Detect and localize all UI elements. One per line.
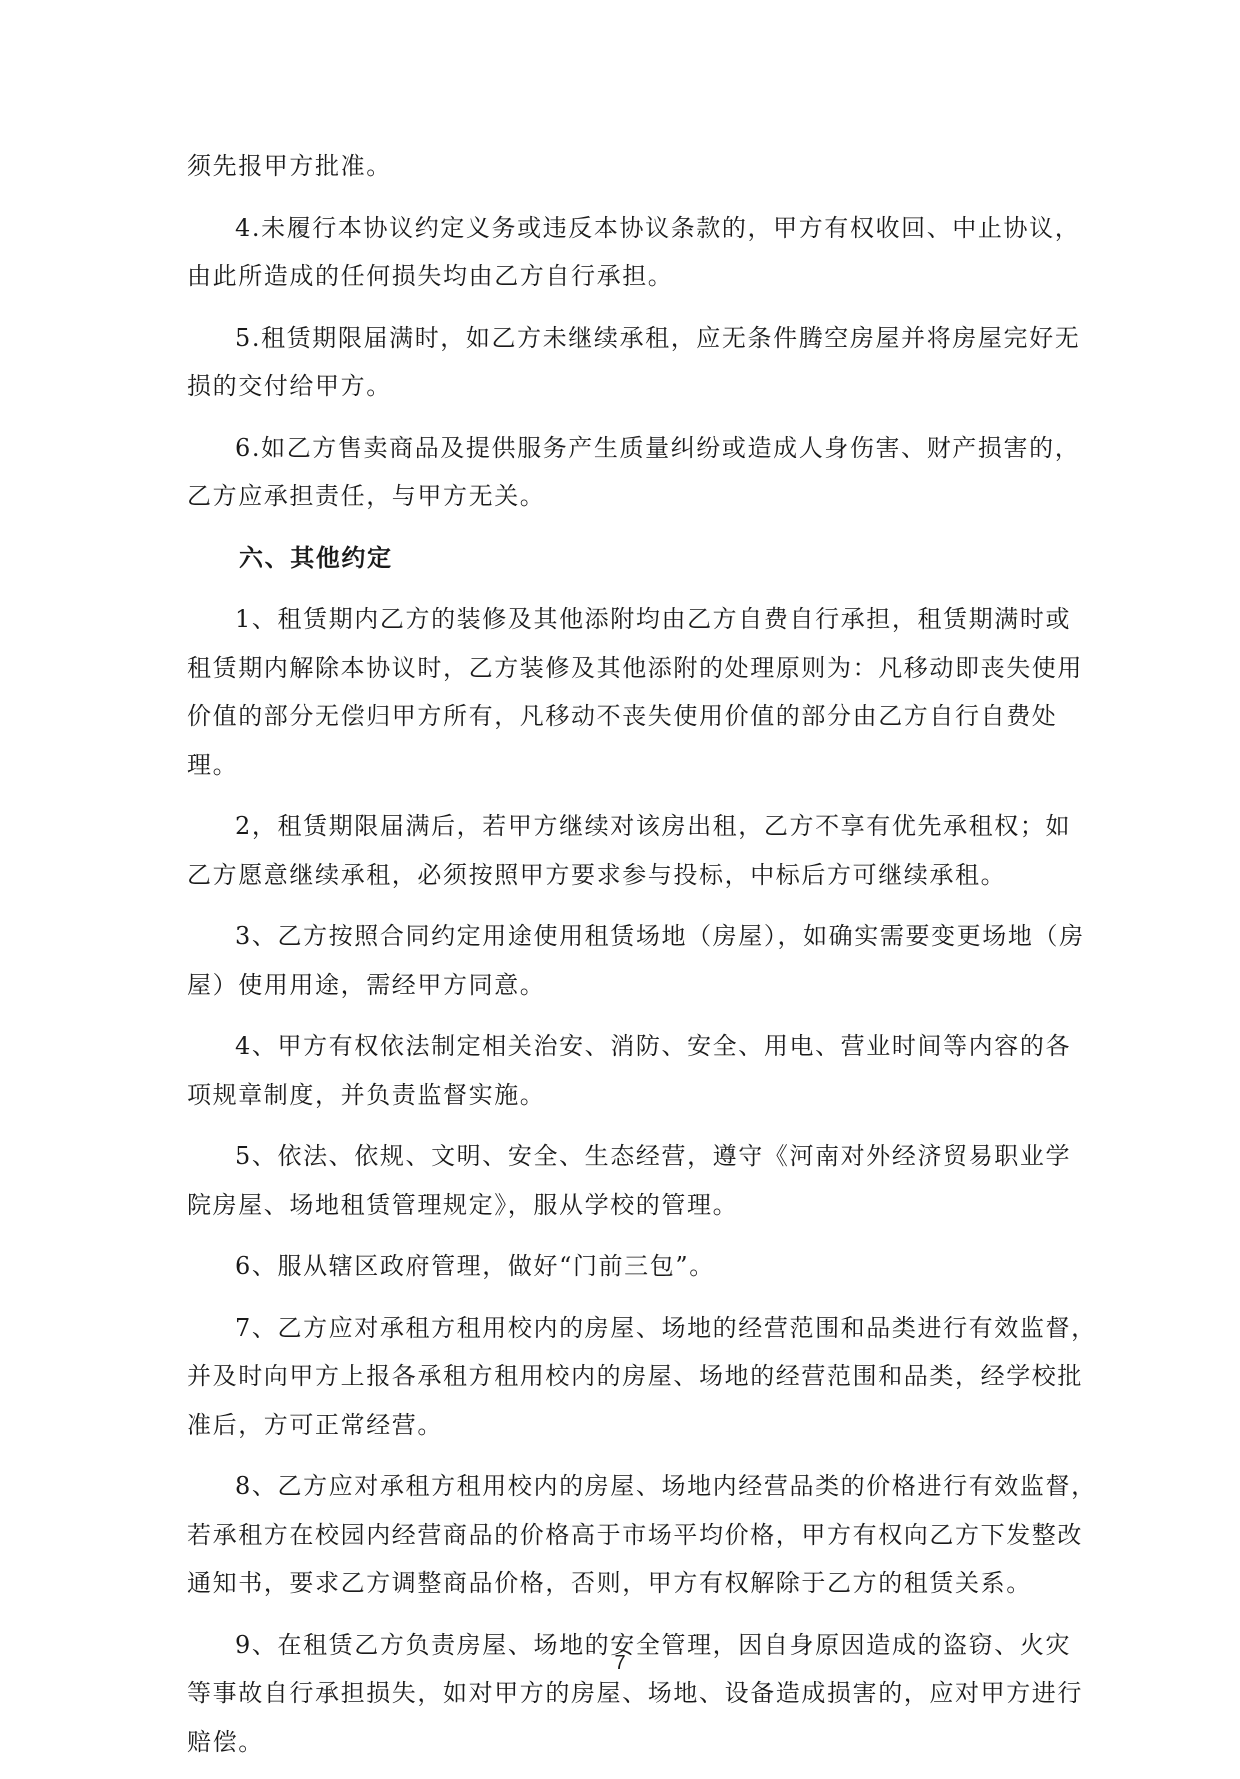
text-line: 9、在租赁乙方负责房屋、场地的安全管理，因自身原因造成的盗窃、火灾	[235, 1630, 1072, 1659]
paragraph	[187, 1132, 1072, 1229]
text-line: 5.租赁期限届满时，如乙方未继续承租，应无条件腾空房屋并将房屋完好无	[235, 323, 1081, 352]
text-line: 1、租赁期内乙方的装修及其他添附均由乙方自费自行承担，租赁期满时或	[235, 605, 1072, 633]
document-body	[187, 142, 1097, 1779]
text-line: 通知书，要求乙方调整商品价格，否则，甲方有权解除于乙方的租赁关系。	[187, 1569, 1032, 1597]
paragraph	[187, 1621, 1083, 1767]
text-line: 并及时向甲方上报各承租方租用校内的房屋、场地的经营范围和品类，经学校批	[187, 1362, 1083, 1390]
paragraph	[187, 314, 1081, 411]
text-line: 4.未履行本协议约定义务或违反本协议条款的，甲方有权收回、中止协议，	[235, 213, 1081, 242]
text-line: 5、依法、依规、文明、安全、生态经营，遵守《河南对外经济贸易职业学	[235, 1142, 1072, 1170]
text-line: 屋）使用用途，需经甲方同意。	[187, 970, 546, 999]
text-line: 价值的部分无偿归甲方所有，凡移动不丧失使用价值的部分由乙方自行自费处	[187, 702, 1058, 730]
text-line: 8、乙方应对承租方租用校内的房屋、场地内经营品类的价格进行有效监督，	[235, 1472, 1097, 1500]
text-line: 租赁期内解除本协议时，乙方装修及其他添附的处理原则为：凡移动即丧失使用	[187, 653, 1083, 682]
text-line: 理。	[187, 750, 239, 779]
paragraph	[187, 424, 1081, 521]
text-line: 乙方愿意继续承租，必须按照甲方要求参与投标，中标后方可继续承租。	[187, 860, 1007, 889]
text-line: 3、乙方按照合同约定用途使用租赁场地（房屋），如确实需要变更场地（房	[235, 922, 1085, 950]
text-line: 等事故自行承担损失，如对甲方的房屋、场地、设备造成损害的，应对甲方进行	[187, 1679, 1083, 1707]
text-line: 7、乙方应对承租方租用校内的房屋、场地的经营范围和品类进行有效监督，	[235, 1313, 1097, 1342]
text-line: 6、服从辖区政府管理，做好“门前三包”。	[235, 1252, 715, 1280]
paragraph	[187, 1022, 1072, 1119]
paragraph	[187, 204, 1081, 301]
text-line: 须先报甲方批准。	[187, 152, 392, 180]
text-line: 6.如乙方售卖商品及提供服务产生质量纠纷或造成人身伤害、财产损害的，	[235, 433, 1081, 462]
paragraph	[187, 1462, 1097, 1608]
paragraph	[187, 912, 1085, 1009]
paragraph	[187, 1304, 1097, 1450]
text-line: 院房屋、场地租赁管理规定》，服从学校的管理。	[187, 1190, 739, 1219]
text-line: 赔偿。	[187, 1727, 264, 1756]
paragraph	[187, 595, 1083, 789]
section-heading	[187, 534, 1057, 583]
text-line: 2，租赁期限届满后，若甲方继续对该房出租，乙方不享有优先承租权；如	[235, 812, 1072, 840]
text-line: 项规章制度，并负责监督实施。	[187, 1080, 546, 1109]
text-line: 六、其他约定	[239, 542, 393, 572]
paragraph	[187, 1242, 1057, 1291]
text-line: 若承租方在校园内经营商品的价格高于市场平均价格，甲方有权向乙方下发整改	[187, 1520, 1083, 1549]
text-line: 4、甲方有权依法制定相关治安、消防、安全、用电、营业时间等内容的各	[235, 1032, 1072, 1060]
text-line: 准后，方可正常经营。	[187, 1410, 443, 1439]
paragraph	[187, 142, 1057, 191]
text-line: 由此所造成的任何损失均由乙方自行承担。	[187, 262, 674, 290]
page-number: 7	[614, 1652, 626, 1674]
text-line: 乙方应承担责任，与甲方无关。	[187, 482, 546, 510]
paragraph	[187, 802, 1072, 899]
text-line: 损的交付给甲方。	[187, 372, 392, 400]
